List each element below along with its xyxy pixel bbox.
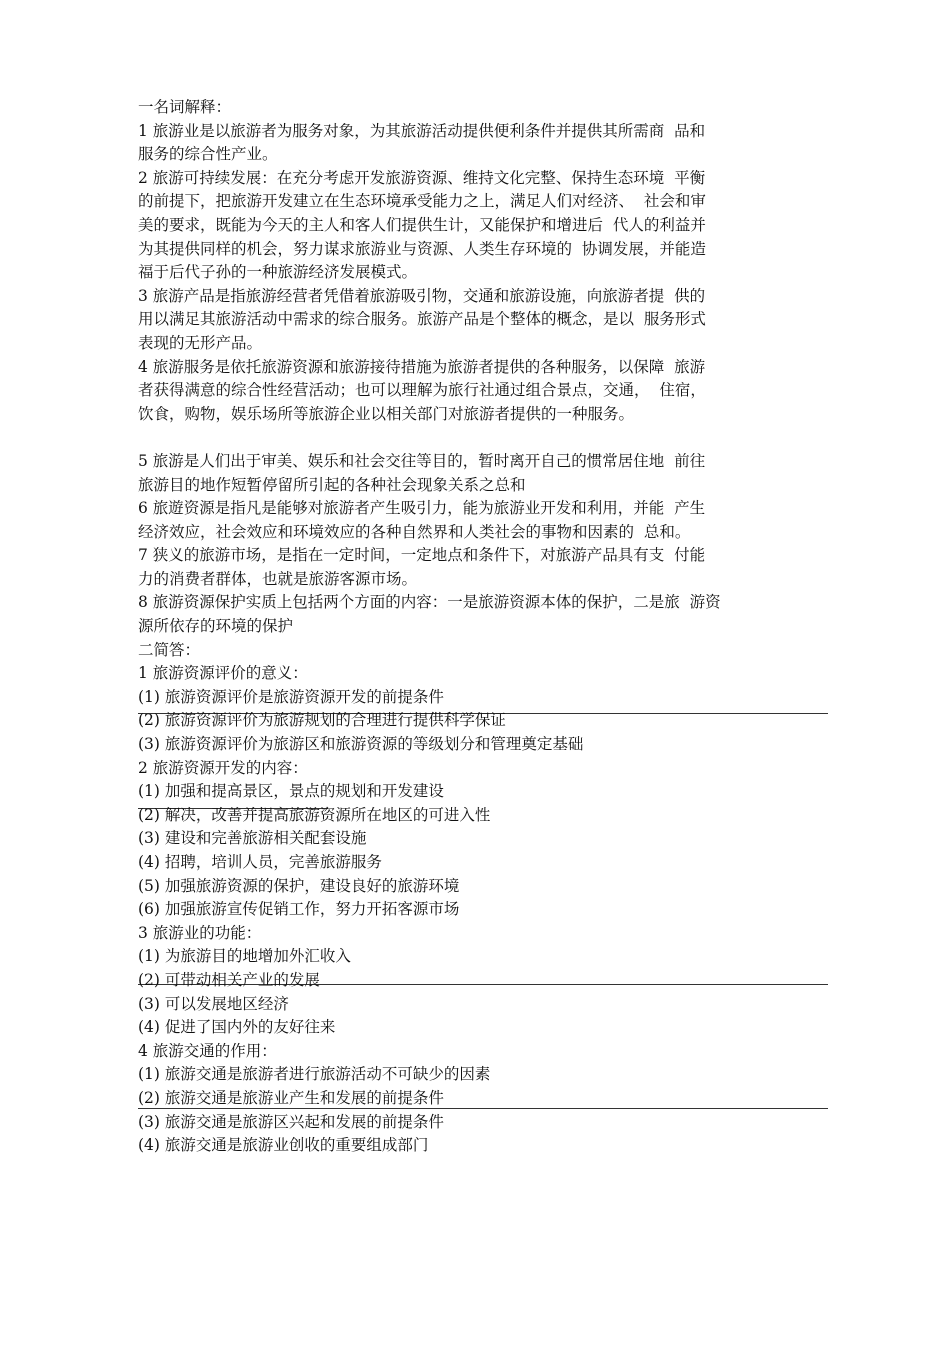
question-block <box>138 1040 803 1158</box>
definition-line: 福于后代子孙的一种旅游经济发展模式。 <box>138 263 418 282</box>
answer-line: (4) 招聘，培训人员，完善旅游服务 <box>138 853 382 871</box>
question-block <box>138 922 803 1040</box>
definition-item <box>138 120 803 167</box>
definition-line: 6 旅遊资源是指凡是能够对旅游者产生吸引力，能为旅游业开发和利用，并能 产生 <box>138 499 706 518</box>
section-heading: 一名词解释： <box>138 98 232 116</box>
answer-line: (4) 促进了国内外的友好往来 <box>138 1018 336 1037</box>
definition-line: 者获得满意的综合性经营活动；也可以理解为旅行社通过组合景点，交通， 住宿， <box>138 381 706 400</box>
question-title: 1 旅游资源评价的意义： <box>138 664 308 683</box>
answer-line: (2) 旅游交通是旅游业产生和发展的前提条件 <box>138 1088 444 1107</box>
definition-line: 7 狭义的旅游市场，是指在一定时间，一定地点和条件下，对旅游产品具有支 付能 <box>138 546 706 565</box>
definition-line: 为其提供同样的机会，努力谋求旅游业与资源、人类生存环境的 协调发展，并能造 <box>138 239 706 258</box>
definition-line: 力的消费者群体，也就是旅游客源市场。 <box>138 569 418 588</box>
answer-line: (3) 可以发展地区经济 <box>138 994 289 1013</box>
question-block <box>138 662 803 756</box>
answer-line: (6) 加强旅游宣传促销工作，努力开拓客源市场 <box>138 900 460 919</box>
question-title: 3 旅游业的功能： <box>138 923 262 942</box>
definition-line: 8 旅游资源保护实质上包括两个方面的内容：一是旅游资源本体的保护，二是旅 游资 <box>138 593 721 612</box>
section-heading: 二简答： <box>138 640 201 659</box>
definition-line: 的前提下，把旅游开发建立在生态环境承受能力之上，满足人们对经济、 社会和审 <box>138 192 706 211</box>
definition-line: 用以满足其旅游活动中需求的综合服务。旅游产品是个整体的概念，是以 服务形式 <box>138 310 706 329</box>
section-definitions <box>138 96 803 1158</box>
definition-line: 5 旅游是人们出于审美、娱乐和社会交往等目的，暂时离开自己的惯常居住地 前往 <box>138 451 706 470</box>
definition-item <box>138 497 803 544</box>
answer-line: (3) 旅游交通是旅游区兴起和发展的前提条件 <box>138 1112 444 1131</box>
answer-line: (1) 加强和提高景区，景点的规划和开发建设 <box>138 782 444 801</box>
definition-item <box>138 591 803 638</box>
question-title: 2 旅游资源开发的内容： <box>138 758 308 777</box>
definition-line: 美的要求，既能为今天的主人和客人们提供生计，又能保护和增进后 代人的利益并 <box>138 215 706 234</box>
definition-item <box>138 450 803 497</box>
definition-item <box>138 167 803 285</box>
definition-line: 3 旅游产品是指旅游经营者凭借着旅游吸引物，交通和旅游设施，向旅游者提 供的 <box>138 286 706 305</box>
definition-line: 表现的无形产品。 <box>138 333 263 352</box>
definition-line: 服务的综合性产业。 <box>138 145 278 164</box>
definition-line: 1 旅游业是以旅游者为服务对象，为其旅游活动提供便利条件并提供其所需商 品和 <box>138 121 706 140</box>
definition-line: 经济效应，社会效应和环境效应的各种自然界和人类社会的事物和因素的 总和。 <box>138 522 691 541</box>
definition-item <box>138 285 803 356</box>
answer-line: (3) 旅游资源评价为旅游区和旅游资源的等级划分和管理奠定基础 <box>138 735 584 754</box>
answer-line: (1) 旅游资源评价是旅游资源开发的前提条件 <box>138 687 444 706</box>
blank-line <box>138 426 803 450</box>
answer-line: (1) 为旅游目的地增加外汇收入 <box>138 947 351 966</box>
question-title: 4 旅游交通的作用： <box>138 1041 277 1060</box>
definition-item <box>138 544 803 591</box>
answer-line: (2) 解决，改善并提高旅游资源所在地区的可进入性 <box>138 805 491 824</box>
question-block <box>138 757 803 922</box>
answer-line: (3) 建设和完善旅游相关配套设施 <box>138 829 367 848</box>
definition-item <box>138 356 803 427</box>
definition-line: 旅游目的地作短暂停留所引起的各种社会现象关系之总和 <box>138 475 526 494</box>
definition-line: 4 旅游服务是依托旅游资源和旅游接待措施为旅游者提供的各种服务，以保障 旅游 <box>138 357 706 376</box>
answer-line: (2) 可带动相关产业的发展 <box>138 970 320 989</box>
answer-line: (4) 旅游交通是旅游业创收的重要组成部门 <box>138 1136 429 1155</box>
definition-line: 源所依存的环境的保护 <box>138 617 294 636</box>
answer-line: (2) 旅游资源评价为旅游规划的合理进行提供科学保证 <box>138 711 506 730</box>
answer-line: (5) 加强旅游资源的保护，建设良好的旅游环境 <box>138 876 460 895</box>
answer-line: (1) 旅游交通是旅游者进行旅游活动不可缺少的因素 <box>138 1065 491 1084</box>
definition-line: 饮食，购物，娱乐场所等旅游企业以相关部门对旅游者提供的一种服务。 <box>138 404 635 423</box>
definition-line: 2 旅游可持续发展：在充分考虑开发旅游资源、维持文化完整、保持生态环境 平衡 <box>138 168 706 187</box>
